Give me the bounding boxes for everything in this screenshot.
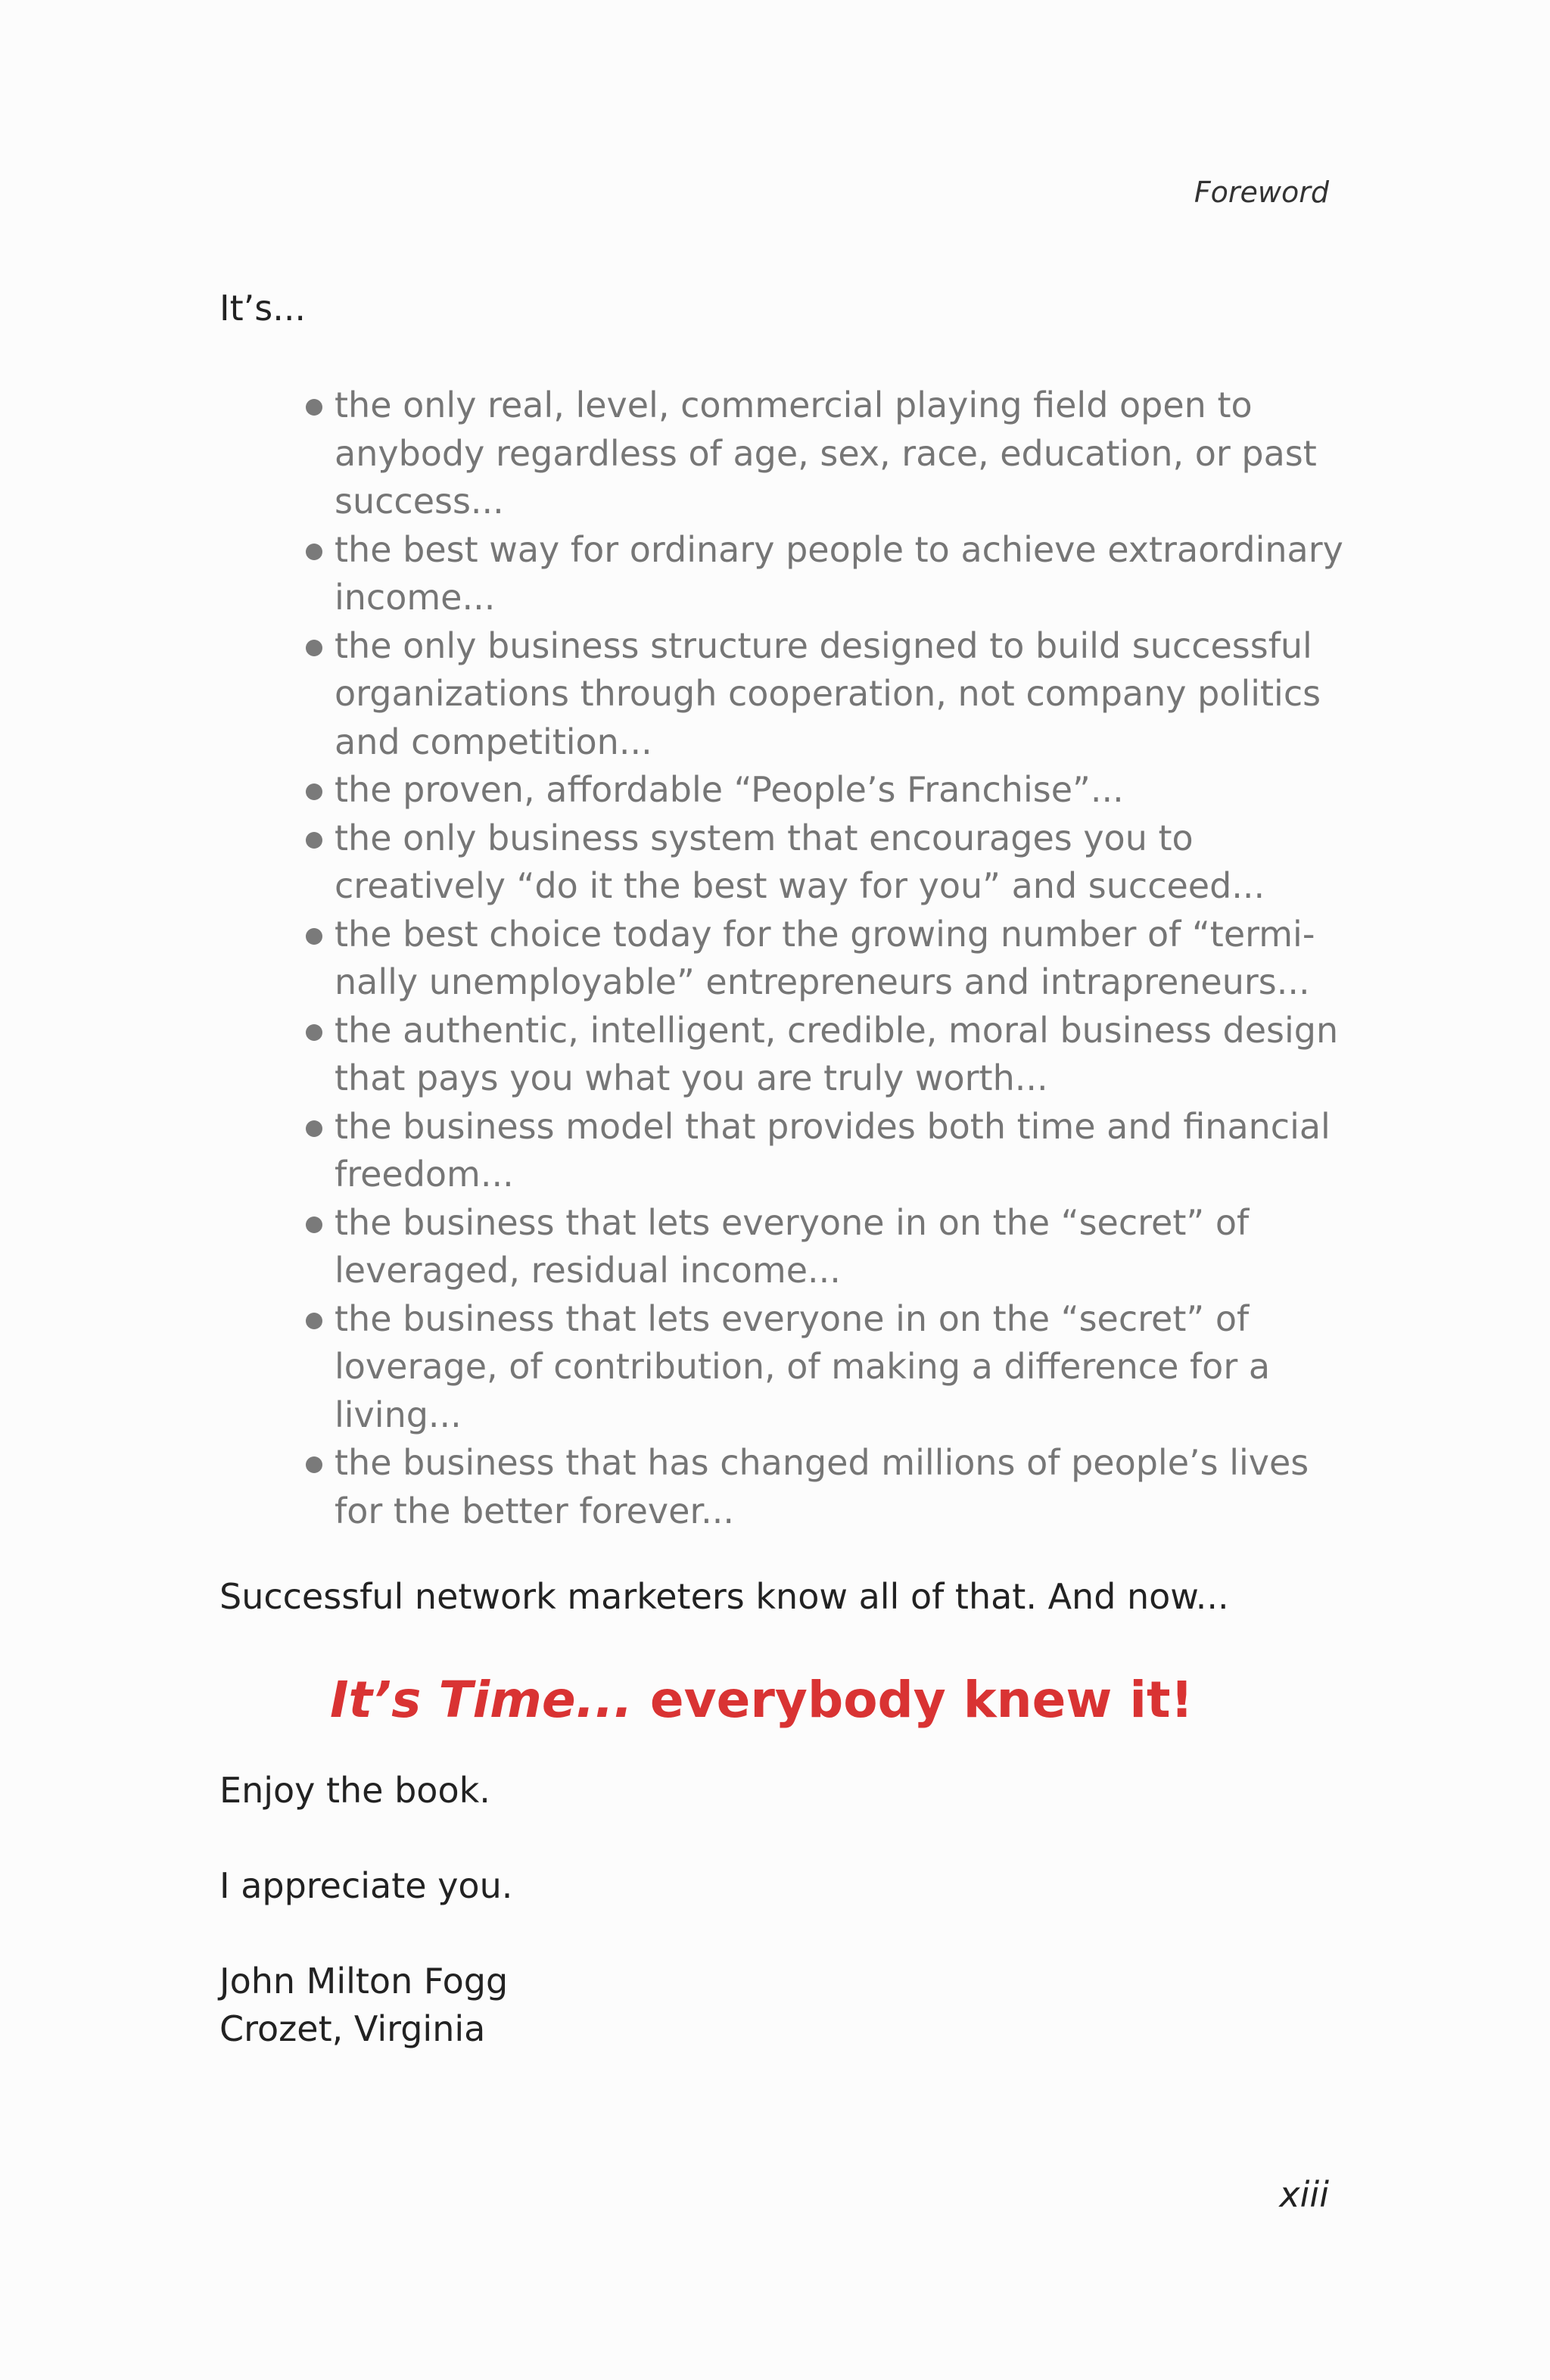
- bullet-icon: [306, 1456, 322, 1473]
- list-item: [303, 1103, 1347, 1199]
- list-item-text: the only real, level, commercial playing field open to anybody regardless of age, sex, race, education, or past success...: [335, 385, 1317, 522]
- bullet-icon: [306, 832, 322, 849]
- list-item-text: the proven, affordable “People’s Franchise”...: [335, 769, 1124, 810]
- page-number: xiii: [1279, 2174, 1329, 2215]
- list-item: [303, 622, 1347, 767]
- list-item-text: the best choice today for the growing number of “termi-nally unemployable” entrepreneurs and intrapreneurs...: [335, 913, 1315, 1002]
- closing-line: Successful network marketers know all of that. And now...: [219, 1576, 1229, 1617]
- list-item-text: the business model that provides both time and financial freedom...: [335, 1105, 1331, 1195]
- bullet-icon: [306, 1216, 322, 1233]
- list-item: [303, 911, 1347, 1007]
- headline-italic: It’s Time...: [330, 1671, 633, 1729]
- list-item-text: the best way for ordinary people to achieve extraordinary income...: [335, 528, 1343, 618]
- list-item: [303, 1199, 1347, 1295]
- list-item: [303, 1007, 1347, 1103]
- intro-text: It’s...: [219, 288, 307, 329]
- bullet-icon: [306, 783, 322, 800]
- list-item-text: the business that lets everyone in on the “secret” of loverage, of contribution, of making a difference for a living...: [335, 1297, 1271, 1435]
- list-item: [303, 1439, 1347, 1535]
- author-location: Crozet, Virginia: [219, 2008, 486, 2049]
- list-item-text: the authentic, intelligent, credible, moral business design that pays you what you are truly worth...: [335, 1009, 1339, 1098]
- bullet-icon: [306, 544, 322, 560]
- list-item-text: the business that lets everyone in on the “secret” of leveraged, residual income...: [335, 1201, 1250, 1291]
- list-item-text: the business that has changed millions of people’s lives for the better forever...: [335, 1442, 1309, 1531]
- list-item: [303, 526, 1347, 622]
- bullet-icon: [306, 399, 322, 416]
- list-item: [303, 1295, 1347, 1440]
- bullet-icon: [306, 1120, 322, 1137]
- headline: [330, 1670, 1194, 1730]
- list-item-text: the only business system that encourages you to creatively “do it the best way for you” and succeed...: [335, 817, 1265, 906]
- list-item: [303, 766, 1347, 815]
- signature-block: [219, 1958, 508, 2053]
- headline-rest: everybody knew it!: [649, 1671, 1194, 1729]
- list-item: [303, 815, 1347, 911]
- list-item-text: the only business structure designed to build successful organizations through cooperation, not company politics and competition...: [335, 625, 1321, 762]
- bullet-icon: [306, 928, 322, 945]
- bullet-list: [303, 382, 1347, 1535]
- bullet-icon: [306, 640, 322, 656]
- enjoy-line: Enjoy the book.: [219, 1770, 490, 1811]
- list-item: [303, 382, 1347, 526]
- running-head: Foreword: [1194, 176, 1329, 209]
- bullet-icon: [306, 1313, 322, 1329]
- appreciate-line: I appreciate you.: [219, 1865, 513, 1906]
- bullet-icon: [306, 1024, 322, 1041]
- author-name: John Milton Fogg: [219, 1961, 509, 2002]
